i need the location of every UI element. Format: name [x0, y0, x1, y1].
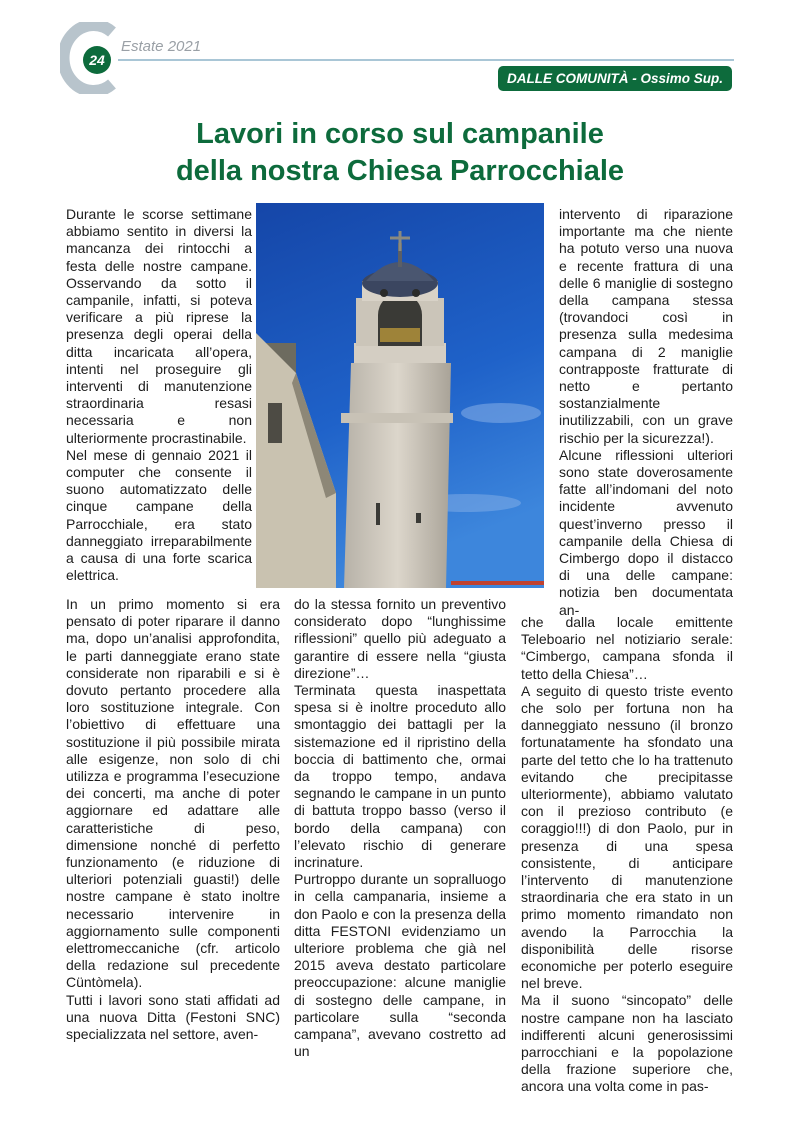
article-column-1-bottom [66, 596, 280, 1043]
header-divider [118, 59, 734, 61]
paragraph: Purtroppo durante un sopralluogo in cella campanaria, insieme a don Paolo e con la presenza della ditta FESTONI evidenziamo un ulteriore problema che già nel 2015 aveva destato particolare preoccupazione: alcune maniglie di sostegno delle campane, in particolare sulla “seconda campana”, avevano costretto ad un [294, 871, 506, 1060]
issue-label: Estate 2021 [121, 38, 202, 55]
article-column-1 [66, 206, 252, 584]
article-title [60, 116, 740, 190]
article-title-line-1: Lavori in corso sul campanile [196, 118, 604, 150]
paragraph: do la stessa fornito un preventivo considerato dopo “lunghissime riflessioni” quello più adeguato a garantire di essere nella “giusta direzione”… [294, 596, 506, 681]
paragraph: A seguito di questo triste evento che solo per fortuna non ha danneggiato nessuno (il bronzo fortunatamente ha sfondato una parte del tetto che lo ha trattenuto evitando che precipitasse ulteriormente), abbiamo valutato con il prezioso contributo (e coraggio!!!) di don Paolo, pur in presenza di una spesa consistente, di anticipare l’intervento di manutenzione straordinaria che era stato in un primo momento rimandato non avendo la Parrocchia la disponibilità delle risorse economiche per poterlo eseguire nel breve. [521, 682, 733, 992]
paragraph: Durante le scorse settimane abbiamo sentito in diversi la mancanza dei rintocchi a festa delle nostre campane. Osservando da sotto il campanile, infatti, si poteva verificare a più riprese la presenza degli operai della ditta incaricata all’opera, intenti nel proseguire gli interventi di manutenzione straordinaria resasi necessaria e non ulteriormente procrastinabile. [66, 206, 252, 446]
article-column-3-bottom [521, 614, 733, 1096]
paragraph: In un primo momento si era pensato di poter riparare il danno ma, dopo un’analisi approfondita, le parti danneggiate erano state considerate non riparabili e si è dovuto pertanto procedere alla loro sostituzione integrale. Con l’obiettivo di effettuare una sostituzione il più possibile mirata alle esigenze, non solo di chi utilizza e programma l’esecuzione dei concerti, ma anche di poter aggiornare ed adattare alle caratteristiche di peso, dimensione nonché di perfetto funzionamento (e riduzione di ulteriori potenziali guasti!) delle nostre campane è stato inoltre necessario intervenire in aggiornamento sulle componenti elettromeccaniche (cfr. articolo della redazione sul precedente Cüntòmela). [66, 596, 280, 991]
article-column-2 [294, 596, 506, 1060]
paragraph: Nel mese di gennaio 2021 il computer che consente il suono automatizzato delle cinque campane della Parrocchiale, era stato danneggiato irreparabilmente a causa di una forte scarica elettrica. [66, 446, 252, 584]
paragraph: Ma il suono “sincopato” delle nostre campane non ha lasciato indifferenti alcuni generosissimi parrocchiani e la popolazione della frazione superiore che, ancora una volta come in pas- [521, 992, 733, 1095]
paragraph: Terminata questa inaspettata spesa si è inoltre proceduto allo smontaggio dei battagli per la sistemazione ed il ripristino della boccia di battimento che, ormai da troppo tempo, andava segnando le campane in un punto di battuta troppo basso (verso il bordo della campana) con l’elevato rischio di generare incrinature. [294, 682, 506, 871]
paragraph: che dalla locale emittente Teleboario nel notiziario serale: “Cimbergo, campana sfonda il tetto della Chiesa”… [521, 614, 733, 682]
article-column-3 [559, 206, 733, 619]
section-badge: DALLE COMUNITÀ - Ossimo Sup. [498, 66, 732, 91]
article-title-line-2: della nostra Chiesa Parrocchiale [175, 155, 625, 187]
bell-tower-photo [256, 203, 544, 588]
paragraph: Alcune riflessioni ulteriori sono state doverosamente fatte all’indomani del noto incidente avvenuto quest’inverno presso il campanile della Chiesa di Cimbergo dopo il distacco di una delle campane: notizia ben documentata an- [559, 446, 733, 618]
paragraph: intervento di riparazione importante ma che niente ha potuto verso una nuova e recente frattura di una delle 6 maniglie di sostegno della campana stessa (trovandoci così in presenza sulla medesima campana di 2 maniglie contrapposte fratturate di netto e pertanto sostanzialmente inutilizzabili, con un grave rischio per la sicurezza!). [559, 206, 733, 446]
paragraph: Tutti i lavori sono stati affidati ad una nuova Ditta (Festoni SNC) specializzata nel settore, aven- [66, 991, 280, 1043]
page-number-badge: 24 [83, 46, 111, 74]
